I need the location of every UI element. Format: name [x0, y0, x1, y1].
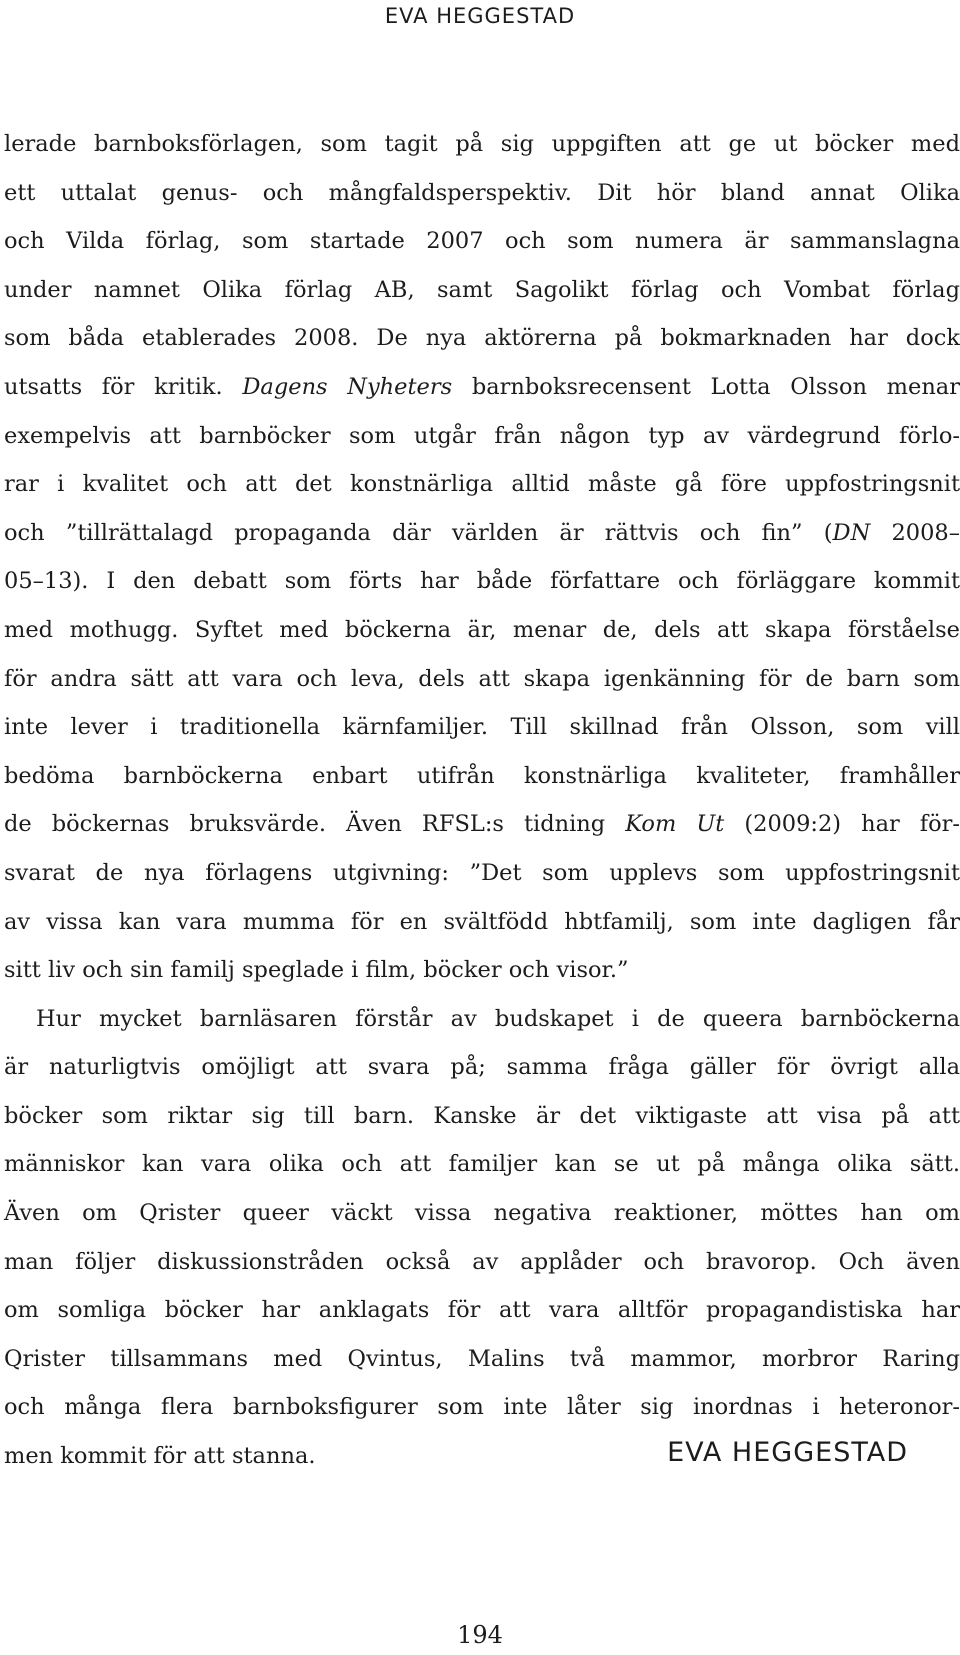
page-number: 194: [457, 1621, 503, 1649]
text-line: exempelvis att barnböcker som utgår från någon typ av värdegrund förlo-: [4, 422, 960, 449]
text-line: Även om Qrister queer väckt vissa negativa reaktioner, möttes han om: [4, 1200, 960, 1227]
text-line: utsatts för kritik. Dagens Nyheters barnboksrecensent Lotta Olsson menar: [4, 373, 960, 400]
text-line: inte lever i traditionella kärnfamiljer. Till skillnad från Olsson, som vill: [4, 714, 960, 741]
paragraph-1: [4, 120, 960, 995]
text-line: och ”tillrättalagd propaganda där världen är rättvis och fin” (DN 2008–: [4, 519, 960, 546]
text-line: människor kan vara olika och att familjer kan se ut på många olika sätt.: [4, 1151, 960, 1178]
text-line: 05–13). I den debatt som förts har både författare och förläggare kommit: [4, 568, 960, 595]
text-line: ett uttalat genus- och mångfaldsperspektiv. Dit hör bland annat Olika: [4, 179, 960, 206]
running-head: EVA HEGGESTAD: [384, 4, 576, 28]
text-line: Hur mycket barnläsaren förstår av budskapet i de queera barnböckerna: [36, 1005, 960, 1032]
author-signature: EVA HEGGESTAD: [667, 1437, 908, 1468]
text-line: av vissa kan vara mumma för en svältfödd hbtfamilj, som inte dagligen får: [4, 908, 960, 935]
text-line: Qrister tillsammans med Qvintus, Malins två mammor, morbror Raring: [4, 1345, 960, 1372]
text-line: för andra sätt att vara och leva, dels att skapa igenkänning för de barn som: [4, 665, 960, 692]
text-line: under namnet Olika förlag AB, samt Sagolikt förlag och Vombat förlag: [4, 276, 960, 303]
text-line: man följer diskussionstråden också av applåder och bravorop. Och även: [4, 1248, 960, 1275]
paragraph-2: [4, 995, 960, 1481]
body-text: [4, 120, 960, 1481]
text-line: de böckernas bruksvärde. Även RFSL:s tidning Kom Ut (2009:2) har för-: [4, 811, 960, 838]
text-line: sitt liv och sin familj speglade i film, böcker och visor.”: [4, 957, 629, 984]
text-line: och Vilda förlag, som startade 2007 och som numera är sammanslagna: [4, 228, 960, 255]
text-line: som båda etablerades 2008. De nya aktörerna på bokmarknaden har dock: [4, 325, 960, 352]
text-line: bedöma barnböckerna enbart utifrån konstnärliga kvaliteter, framhåller: [4, 762, 960, 789]
text-line: men kommit för att stanna.: [4, 1443, 316, 1470]
text-line: lerade barnboksförlagen, som tagit på sig uppgiften att ge ut böcker med: [4, 131, 960, 157]
text-line: rar i kvalitet och att det konstnärliga alltid måste gå före uppfostringsnit: [4, 471, 960, 498]
text-line: och många flera barnboksfigurer som inte låter sig inordnas i heteronor-: [4, 1394, 960, 1421]
text-line: om somliga böcker har anklagats för att vara alltför propagandistiska har: [4, 1297, 960, 1324]
text-line: böcker som riktar sig till barn. Kanske är det viktigaste att visa på att: [4, 1102, 960, 1129]
text-line: svarat de nya förlagens utgivning: ”Det som upplevs som uppfostringsnit: [4, 859, 960, 886]
text-line: med mothugg. Syftet med böckerna är, menar de, dels att skapa förståelse: [4, 616, 960, 643]
text-line: är naturligtvis omöjligt att svara på; samma fråga gäller för övrigt alla: [4, 1054, 960, 1081]
